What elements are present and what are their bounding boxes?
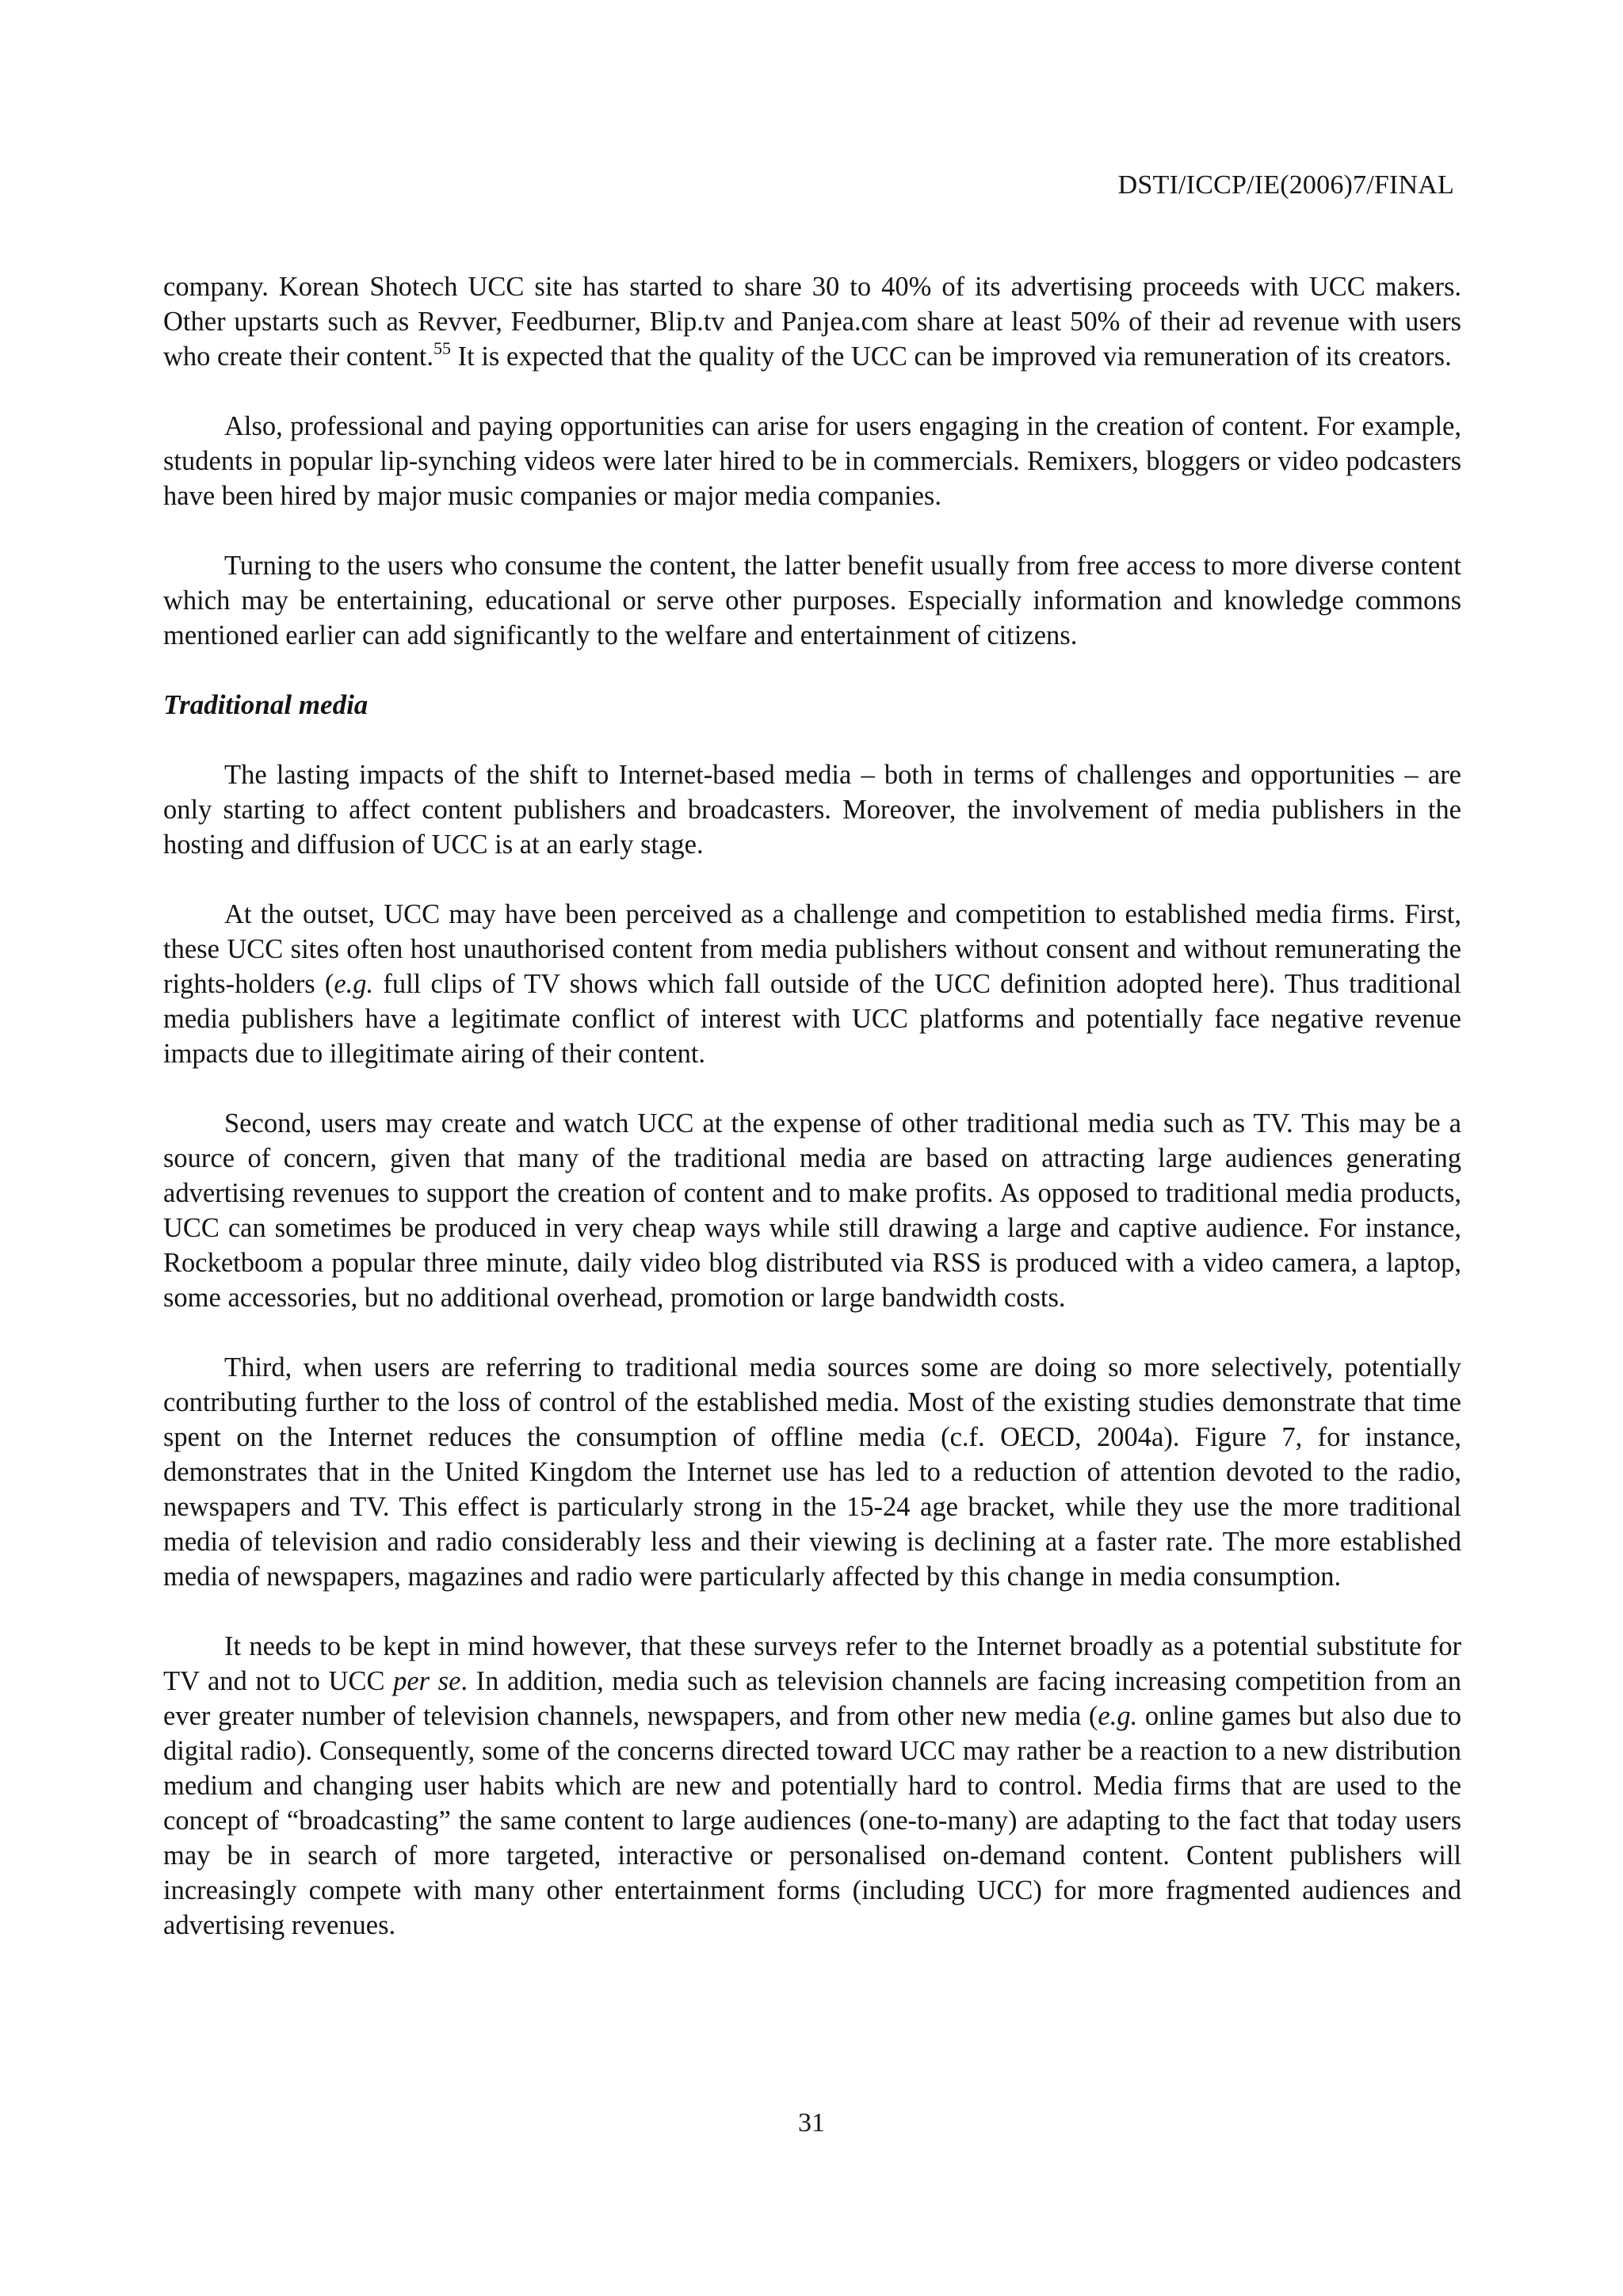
paragraph-text: full clips of TV shows which fall outside of the UCC definition adopted here). Thus traditional media publishers have a legitimate conflict of interest with UCC platforms and potentially face negative revenue impacts due to illegitimate airing of their content.: [163, 969, 1461, 1069]
paragraph-text: . In addition, media such as television channels are facing increasing competition from an ever greater number of television channels, newspapers, and from other new media (: [163, 1666, 1461, 1731]
document-body: [163, 269, 1461, 1943]
page-number: 31: [798, 2108, 825, 2138]
paragraph-consumer-benefits: Turning to the users who consume the content, the latter benefit usually from free access to more diverse content which may be entertaining, educational or serve other purposes. Especially information and knowledge commons mentioned earlier can add significantly to the welfare and entertainment of citizens.: [163, 551, 1461, 650]
paragraph-ucc-revenue-sharing: [163, 269, 1461, 374]
footnote-reference-55[interactable]: 55: [433, 338, 452, 358]
paragraph-text: At the outset, UCC may have been perceived as a challenge and competition to established media firms. First, these UCC sites often host unauthorised content from media publishers without consent and without remunerating the rights-holders (: [163, 899, 1461, 999]
paragraph-challenge-competition: [163, 897, 1461, 1071]
italic-eg: e.g.: [334, 969, 374, 999]
paragraph-lasting-impacts: The lasting impacts of the shift to Internet-based media – both in terms of challenges and opportunities – are only starting to affect content publishers and broadcasters. Moreover, the involvement of media publishers in the hosting and diffusion of UCC is at an early stage.: [163, 760, 1461, 860]
paragraph-selective-consumption: Third, when users are referring to traditional media sources some are doing so more selectively, potentially contributing further to the loss of control of the established media. Most of the existing studies demonstrate that time spent on the Internet reduces the consumption of offline media (c.f. OECD, 2004a). Figure 7, for instance, demonstrates that in the United Kingdom the Internet use has led to a reduction of attention devoted to the radio, newspapers and TV. This effect is particularly strong in the 15-24 age bracket, while they use the more traditional media of television and radio considerably less and their viewing is declining at a faster rate. The more established media of newspapers, magazines and radio were particularly affected by this change in media consumption.: [163, 1352, 1461, 1592]
paragraph-professional-opportunities: Also, professional and paying opportunities can arise for users engaging in the creation of content. For example, students in popular lip-synching videos were later hired to be in commercials. Remixers, bloggers or video podcasters have been hired by major music companies or major media companies.: [163, 411, 1461, 511]
italic-eg: e.g.: [1098, 1701, 1138, 1731]
paragraph-surveys-caveat: [163, 1629, 1461, 1943]
document-code-header: DSTI/ICCP/IE(2006)7/FINAL: [1117, 170, 1454, 200]
paragraph-text: company. Korean Shotech UCC site has started to share 30 to 40% of its advertising proceeds with UCC makers. Other upstarts such as Revver, Feedburner, Blip.tv and Panjea.com share at least 50% of their ad revenue with users who create their content.: [163, 272, 1461, 372]
section-heading-traditional-media: Traditional media: [163, 689, 369, 720]
paragraph-text: It needs to be kept in mind however, that these surveys refer to the Internet broadly as a potential substitute for TV and not to UCC: [163, 1631, 1461, 1696]
paragraph-text: It is expected that the quality of the UCC can be improved via remuneration of its creators.: [451, 341, 1452, 372]
paragraph-users-watch-ucc: Second, users may create and watch UCC at the expense of other traditional media such as TV. This may be a source of concern, given that many of the traditional media are based on attracting large audiences generating advertising revenues to support the creation of content and to make profits. As opposed to traditional media products, UCC can sometimes be produced in very cheap ways while still drawing a large and captive audience. For instance, Rocketboom a popular three minute, daily video blog distributed via RSS is produced with a video camera, a laptop, some accessories, but no additional overhead, promotion or large bandwidth costs.: [163, 1108, 1461, 1313]
italic-per-se: per se: [393, 1666, 461, 1696]
paragraph-text: online games but also due to digital radio). Consequently, some of the concerns directed toward UCC may rather be a reaction to a new distribution medium and changing user habits which are new and potentially hard to control. Media firms that are used to the concept of “broadcasting” the same content to large audiences (one-to-many) are adapting to the fact that today users may be in search of more targeted, interactive or personalised on-demand content. Content publishers will increasingly compete with many other entertainment forms (including UCC) for more fragmented audiences and advertising revenues.: [163, 1701, 1461, 1940]
